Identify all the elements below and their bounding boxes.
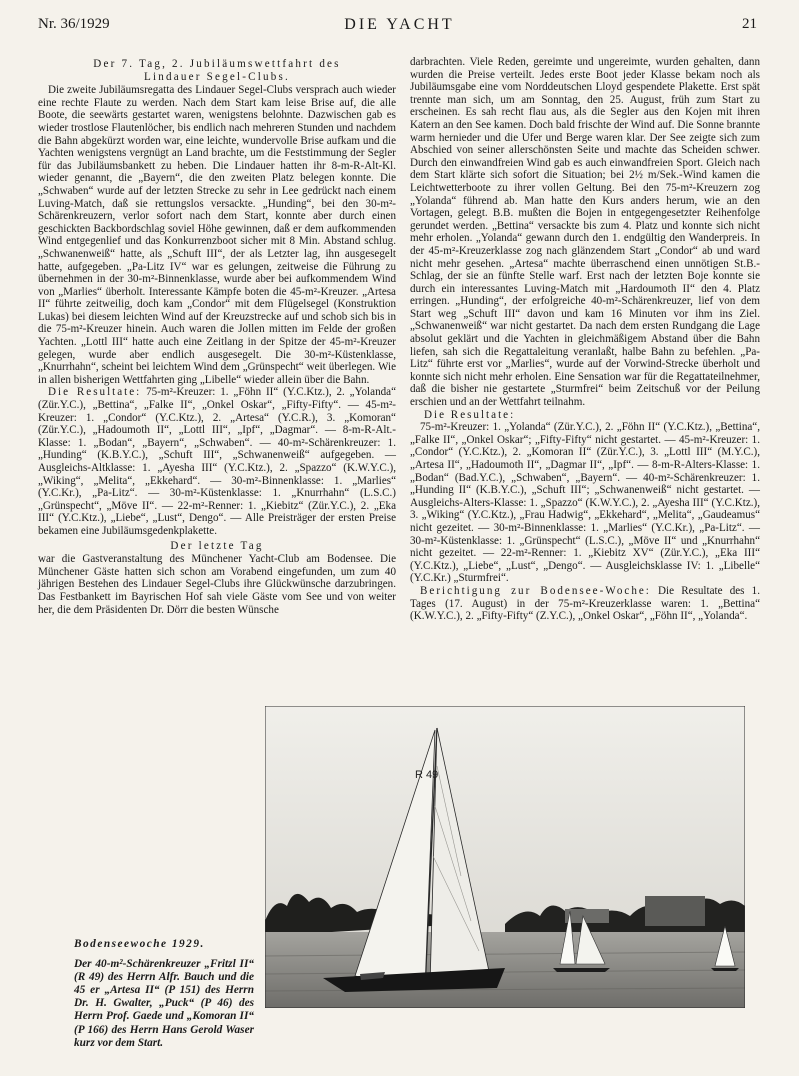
correction-paragraph (410, 585, 760, 623)
correction-text: Die Resultate des 1. Tages (17. August) in der 75-m²-Kreuzerklasse waren: 1. „Bettina“ (K.W.Y.C.), 2. „Fifty-Fifty“ (Z.Y.C.), „Onkel Oskar“, „Föhn II“, „Yolanda“. (410, 584, 760, 623)
left-text-column (38, 56, 396, 616)
caption-text: Der 40-m²-Schärenkreuzer „Fritzl II“ (R 49) des Herrn Alfr. Bauch und die 45 er „Artesa II“ (P 151) des Herrn Dr. H. Gwalter, „Puck“ (P 46) des Herrn Prof. Gaede und „Komoran II“ (P 166) des Herrn Hans Gerold Waser kurz vor dem Start. (74, 958, 254, 1049)
caption-title: Bodenseewoche 1929. (74, 938, 205, 950)
issue-number: Nr. 36/1929 (38, 16, 110, 32)
section-title-7th-day: Der 7. Tag, 2. Jubiläumswettfahrt des Lindauer Segel-Clubs. (93, 58, 341, 83)
section-title-last-day: Der letzte Tag (170, 539, 264, 552)
right-text-column (410, 56, 760, 623)
results-paragraph: 75-m²-Kreuzer: 1. „Yolanda“ (Zür.Y.C.), 2. „Föhn II“ (Y.C.Ktz.), „Bettina“, „Falke II“, „Onkel Oskar“; „Fifty-Fifty“ nicht gestartet. — 45-m²-Kreuzer: 1. „Condor“ (Y.C.Ktz.), 2. „Komoran II“ (Zür.Y.C.), 3. „Lottl III“ (M.Y.C.), „Artesa II“, „Hadoumoth II“, „Dagmar II“, „Ipf“. — 8-m-R-Alters-Klasse: 1. „Bodan“ (Bad.Y.C.), „Schwaben“, „Bayern“. — 40-m²-Schärenkreuzer: 1. „Hunding II“ (K.B.Y.C.), „Schuft III“; „Schwanenweiß“ nicht gestartet. — Ausgleichs-Alters-Klasse: 1. „Spazzo“ (K.W.Y.C.), 2. „Ayesha III“ (Y.C.Ktz.), 3. „Wiking“ (Y.C.Ktz.), „Frau Hadwig“, „Ekkehard“, „Melita“, „Gaudeamus“ nicht gezeitet. — 30-m²-Binnenklasse: 1. „Marlies“ (Y.C.Kr.), „Pa-Litz“. — 30-m²-Küstenklasse: 1. „Grünspecht“ (L.S.C.), „Möve II“ und „Knurrhahn“ nicht gezeitet. — 22-m²-Renner: 1. „Kiebitz XV“ (Zür.Y.C.), „Eka III“ (Y.C.Ktz.), „Liebe“, „Lust“, „Dengo“. — Ausgleichsklasse IV: 1. „Libelle“ (Y.C.Kr.) „Sturmfrei“. (410, 421, 760, 585)
correction-heading: Berichtigung zur Bodensee-Woche: (420, 584, 651, 597)
page-number: 21 (742, 16, 757, 32)
results-heading: Die Resultate: (48, 386, 142, 399)
article-paragraph: darbrachten. Viele Reden, gereimte und ungereimte, wurden gehalten, dann wurden die Preise verteilt. Jedes erste Boot jeder Klasse bekam noch als Jubiläumsgabe eine vom Norddeutschen Lloyd gespendete Plakette. Erst spät trennte man sich, um am Sonntag, den 25. August, früh zum Start zu erscheinen. Es sah recht flau aus, als die Segler aus den Kojen mit ihren Katern an den See kamen. Doch bald frischte der Wind auf. Die Sonne brannte warm hernieder und die Ufer und Berge waren klar. Der See zeigte sich zum Abschied von seiner allerschönsten Seite und machte das Scheiden schwer. Durch den einwandfreien Wind gab es auch einwandfreien Sport. Gleich nach dem Start klärte sich sofort die Situation; bei 2½ m/Sek.-Wind kamen die Leichtwetterboote zu ihrer vollen Geltung. Bei den 75-m²-Kreuzern zog „Yolanda“ führend ab. Man hatte den Kurs anders herum, wie an den Vortagen, gelegt. B.B. mußten die Bojen in entgegengesetzter Reihenfolge gerundet werden. „Bettina“ versackte bis zum 4. Platz und konnte sich nicht mehr erholen. „Yolanda“ gewann durch den 1. endgültig den Wanderpreis. In der 45-m²-Kreuzerklasse zog nach glänzendem Start „Condor“ ab und ward nicht mehr gesehen. „Artesa“ machte überraschend einen unnötigen St.B.-Schlag, der sie an fünfte Stelle warf. Erst nach der letzten Boje konnte sie durch ein interessantes Luving-Match mit „Hardoumoth II“ den 4. Platz erringen. „Hunding“, der erfolgreiche 40-m²-Schärenkreuzer, lief von dem Start weg „Schuft III“ davon und kam 16 Minuten vor ihm ins Ziel. „Schwanenweiß“ war nicht gestartet. Da nach dem ersten Rundgang die Lage absolut geklärt und die Yachten in gleichmäßigem Abstand über die Bahn liefen, sah sich die Regattaleitung veranlaßt, halbe Bahn zu befehlen. „Pa-Litz“ führte erst vor „Marlies“, wurde auf der Vorwind-Strecke überholt und konnte sich nicht mehr erholen. Eine Sensation war für die Regattateilnehmer, daß die bisher nie gestartete „Sturmfrei“ beim Zeitschuß vor der Peilung erschien und an der Wettfahrt teilnahm. (410, 56, 760, 409)
photo-caption (74, 938, 254, 1050)
sailboat-photo (265, 706, 745, 1008)
results-heading: Die Resultate: (424, 408, 516, 421)
results-paragraph (38, 386, 396, 537)
article-paragraph: war die Gastveranstaltung des Münchener Yacht-Club am Bodensee. Die Münchener Gäste hatten sich schon am Vorabend eingefunden, um zum 40 jährigen Bestehen des Lindauer Segel-Clubs ihre Glückwünsche darzubringen. Das Festbankett im Bayrischen Hof sah viele Gäste vom See und von weiter her, die dem Präsidenten Dr. Dörr die besten Wünsche (38, 553, 396, 616)
sail-number: R 49 (415, 769, 439, 781)
results-text: 75-m²-Kreuzer: 1. „Föhn II“ (Y.C.Ktz.), 2. „Yolanda“ (Zür.Y.C.), „Bettina“, „Falke II“, „Onkel Oskar“, „Fifty-Fifty“. — 45-m²-Kreuzer: 1. „Condor“ (Y.C.Ktz.), 2. „Artesa“ (Y.C.R.), 3. „Komoran“ (Zür.Y.C.), „Hadoumoth II“, „Lottl III“, „Ipf“, „Dagmar“. — 8-m-R-Alt.-Klasse: 1. „Bodan“, „Bayern“, „Schwaben“. — 40-m²-Schärenkreuzer: 1. „Hunding“ (K.B.Y.C.), „Schuft III“, „Schwanenweiß“ aufgegeben. — Ausgleichs-Altklasse: 1. „Ayesha III“ (Y.C.Ktz.), 2. „Spazzo“ (K.W.Y.C.), „Wiking“, „Melita“, „Ekkehard“. — 30-m²-Binnenklasse: 1. „Marlies“ (Y.C.Kr.), „Pa-Litz“. — 30-m²-Küstenklasse: 1. „Knurrhahn“ (L.S.C.) „Grünspecht“, „Möve II“. — 22-m²-Renner: 1. „Kiebitz“ (Zür.Y.C.), 2. „Eka III“ (Y.C.Ktz.), „Liebe“, „Lust“, Dengo“. — Alle Preisträger der ersten Preise bekamen eine Jubiläumsgedenkplakette. (38, 386, 397, 537)
article-paragraph: Die zweite Jubiläumsregatta des Lindauer Segel-Clubs versprach auch wieder eine rechte Flaute zu werden. Nach dem Start kam leise Brise auf, die alle Boote, die seewärts gestartet waren, wenigstens belohnte. Dazwischen gab es wieder trostlose Flautenlöcher, bis endlich nach mehreren Stunden und nachdem die Bahn abgekürzt worden war, eine leichte, wundervolle Brise aufkam und die Yachten wenigstens vergnügt an Land brachte, um die Feststimmung der Segler für das Jubiläumsbankett zu heben. Die Lindauer hatten ihr 8-m-R-Alt-Kl. wieder genannt, die „Bayern“, die den zweiten Platz belegen konnte. Die „Schwaben“ wurde auf der letzten Strecke zu sehr in Lee gedrückt nach einem Luving-Match, daß sie rettungslos versackte. „Hunding“, bei den 30-m²-Schärenkreuzern, verlor sofort nach dem Start, konnte aber durch einen geschickten Backbordschlag soviel Höhe gewinnen, daß er dem aufkommenden Wind entgegenlief und das Konkurrenzboot sicher mit 8 Min. Abstand schlug. „Schwanenweiß“ hatte, als „Schuft III“, der als Letzter lag, ihn ausgesegelt hatte, aufgegeben. „Pa-Litz IV“ war es gelungen, zeitweise die Führung zu übernehmen in der 30-m²-Binnenklasse, wurde aber bei aufkommendem Wind von „Marlies“ überholt. Interessante Kämpfe boten die 45-m²-Kreuzer. „Artesa II“ führte zeitweilig, doch kam „Condor“ mit dem Flügelsegel (Konstruktion Lukas) bei diesem leichten Wind auf der Kreuzstrecke auf und schob sich bis in die 75-m²-Kreuzer hinein. Auch waren die Jollen mitten im Felde der großen Yachten. „Lottl III“ hatte auch eine Zeitlang in der Spitze der 45-m²-Kreuzer gelegen, wurde aber endlich ausgesegelt. Die 30-m²-Küstenklasse, „Knurrhahn“, scheint bei leichtem Wind dem „Grünspecht“ weit überlegen. Wie in allen bisherigen Wettfahrten ging „Libelle“ wieder allein über die Bahn. (38, 84, 396, 386)
magazine-title: DIE YACHT (344, 16, 455, 33)
